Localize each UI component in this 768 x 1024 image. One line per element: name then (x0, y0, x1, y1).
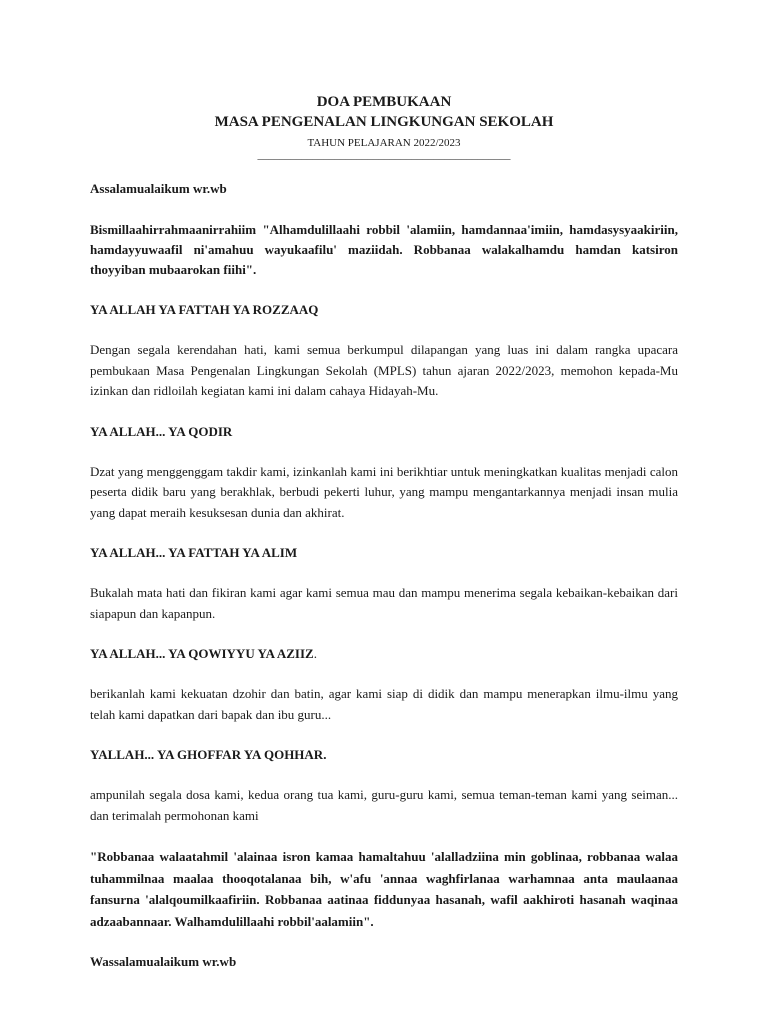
closing-prayer-paragraph: "Robbanaa walaatahmil 'alainaa isron kamaa hamaltahuu 'alalladziina min goblinaa, robbanaa walaa tuhammilnaa maalaa thooqotalanaa bih, w'afu 'annaa waghfirlanaa warhamnaa anta maulaanaa fansurna 'alalqoumilkaafiriin. Robbanaa aatinaa fiddunyaa hasanah, wafil aakhiroti hasanah waqinaa adzaabannaar. Walhamdulillaahi robbil'aalamiin". (90, 849, 678, 929)
section-heading-text: YA ALLAH... YA QOWIYYU YA AZIIZ (90, 646, 314, 661)
document-page (90, 92, 678, 972)
prayer-section-4 (90, 644, 678, 725)
section-heading-trail: . (313, 646, 317, 661)
section-heading-text: YA ALLAH... YA QODIR (90, 423, 233, 439)
section-body: berikanlah kami kekuatan dzohir dan batin, agar kami siap di didik dan mampu menerapkan ilmu-ilmu yang telah kami dapatkan dari bapak dan ibu guru... (90, 686, 678, 722)
section-body: Dzat yang menggenggam takdir kami, izinkanlah kami ini berikhtiar untuk meningkatkan kualitas menjadi calon peserta didik baru yang berakhlak, berbudi pekerti luhur, yang mampu mengantarkannya menjadi insan mulia yang dapat meraih kesuksesan dunia dan akhirat. (90, 463, 678, 520)
prayer-section-5 (90, 745, 678, 826)
section-body: ampunilah segala dosa kami, kedua orang tua kami, guru-guru kami, semua teman-teman kami yang seiman... dan terimalah permohonan kami (90, 787, 678, 823)
section-body: Bukalah mata hati dan fikiran kami agar kami semua mau dan mampu menerima segala kebaikan-kebaikan dari siapapun dan kapanpun. (90, 585, 678, 621)
section-heading (90, 543, 678, 563)
section-heading (90, 644, 678, 664)
opening-prayer-paragraph: Bismillaahirrahmaanirrahiim "Alhamdulillaahi robbil 'alamiin, hamdannaa'imiin, hamdasysyaakiriin, hamdayyuwaafil ni'amahuu wayukaafilu' maziidah. Robbanaa walakalhamdu hamdan katsiron thoyyiban mubaarokan fiihi". (90, 222, 678, 277)
section-heading-text: YA ALLAH... YA FATTAH YA ALIM (90, 545, 298, 560)
section-heading (90, 422, 678, 442)
prayer-section-1 (90, 300, 678, 402)
section-heading (90, 300, 678, 320)
section-body: Dengan segala kerendahan hati, kami semua berkumpul dilapangan yang luas ini dalam rangka upacara pembukaan Masa Pengenalan Lingkungan Sekolah (MPLS) tahun ajaran 2022/2023, memohon kepada-Mu izinkan dan ridloilah kegiatan kami ini dalam cahaya Hidayah-Mu. (90, 342, 678, 398)
section-heading-text: YA ALLAH YA FATTAH YA ROZZAAQ (90, 302, 319, 317)
section-heading-text: YALLAH... YA GHOFFAR YA QOHHAR. (90, 747, 327, 762)
academic-year-line: TAHUN PELAJARAN 2022/2023 (307, 137, 461, 149)
document-title-line-2: MASA PENGENALAN LINGKUNGAN SEKOLAH (214, 114, 554, 130)
prayer-section-2 (90, 422, 678, 524)
closing-greeting: Wassalamualaikum wr.wb (90, 954, 237, 969)
title-underline-rule: ______________________________________________ (257, 149, 511, 161)
opening-greeting: Assalamualaikum wr.wb (90, 181, 227, 196)
prayer-section-3 (90, 543, 678, 624)
section-heading (90, 745, 678, 765)
document-title-line-1: DOA PEMBUKAAN (316, 94, 452, 110)
